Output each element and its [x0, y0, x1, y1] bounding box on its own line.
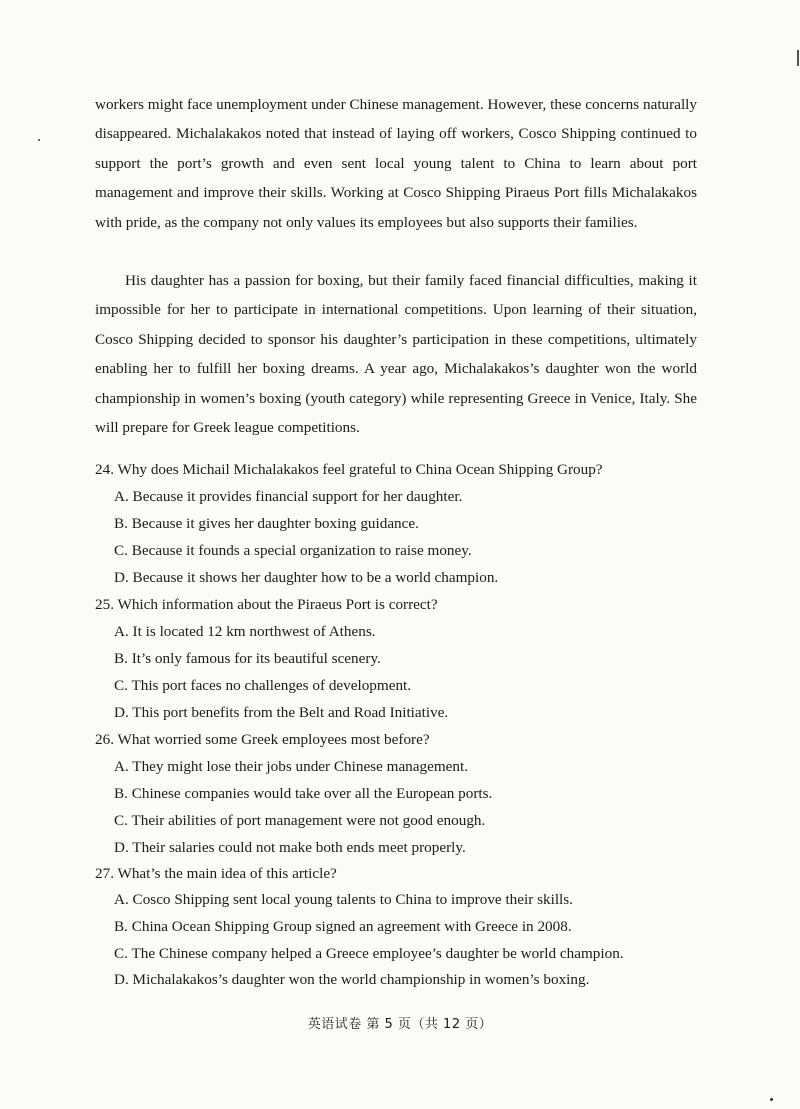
scan-edge-mark — [797, 50, 799, 66]
question-26-option-b: B. Chinese companies would take over all the European ports. — [114, 785, 493, 802]
scan-speck — [38, 139, 40, 141]
question-26-stem: 26. What worried some Greek employees most before? — [95, 731, 430, 748]
scan-speck — [770, 1098, 773, 1101]
passage-paragraph-2: His daughter has a passion for boxing, but their family faced financial difficulties, making it impossible for her to participate in international competitions. Upon learning of their situation, Cosco Shipping decided to sponsor his daughter’s participation in these competitions, ultimately enabling her to fulfill her boxing dreams. A year ago, Michalakakos’s daughter won the world championship in women’s boxing (youth category) while representing Greece in Venice, Italy. She will prepare for Greek league competitions. — [95, 272, 697, 437]
question-24-option-c: C. Because it founds a special organization to raise money. — [114, 542, 472, 559]
question-26-option-d: D. Their salaries could not make both ends meet properly. — [114, 839, 466, 856]
page-footer: 英语试卷 第 5 页（共 12 页） — [307, 1017, 493, 1032]
question-27-stem: 27. What’s the main idea of this article? — [95, 865, 337, 882]
question-26-option-c: C. Their abilities of port management were not good enough. — [114, 812, 486, 829]
question-25-option-a: A. It is located 12 km northwest of Athens. — [114, 623, 376, 640]
question-27-option-c: C. The Chinese company helped a Greece employee’s daughter be world champion. — [114, 945, 624, 962]
question-24-stem: 24. Why does Michail Michalakakos feel grateful to China Ocean Shipping Group? — [95, 461, 603, 478]
question-25-option-c: C. This port faces no challenges of development. — [114, 677, 412, 694]
question-25-option-b: B. It’s only famous for its beautiful scenery. — [114, 650, 381, 667]
question-24-option-a: A. Because it provides financial support for her daughter. — [114, 488, 463, 505]
passage-paragraph-1: workers might face unemployment under Chinese management. However, these concerns naturally disappeared. Michalakakos noted that instead of laying off workers, Cosco Shipping continued to support the port’s growth and even sent local young talent to China to learn about port management and improve their skills. Working at Cosco Shipping Piraeus Port fills Michalakakos with pride, as the company not only values its employees but also supports their families. — [95, 96, 697, 231]
question-26-option-a: A. They might lose their jobs under Chinese management. — [114, 758, 469, 775]
question-24-option-d: D. Because it shows her daughter how to be a world champion. — [114, 569, 499, 586]
question-24-option-b: B. Because it gives her daughter boxing guidance. — [114, 515, 419, 532]
question-27-option-b: B. China Ocean Shipping Group signed an agreement with Greece in 2008. — [114, 918, 572, 935]
question-25-stem: 25. Which information about the Piraeus Port is correct? — [95, 596, 438, 613]
question-27-option-d: D. Michalakakos’s daughter won the world championship in women’s boxing. — [114, 971, 590, 988]
question-27-option-a: A. Cosco Shipping sent local young talents to China to improve their skills. — [114, 891, 573, 908]
question-25-option-d: D. This port benefits from the Belt and Road Initiative. — [114, 704, 449, 721]
